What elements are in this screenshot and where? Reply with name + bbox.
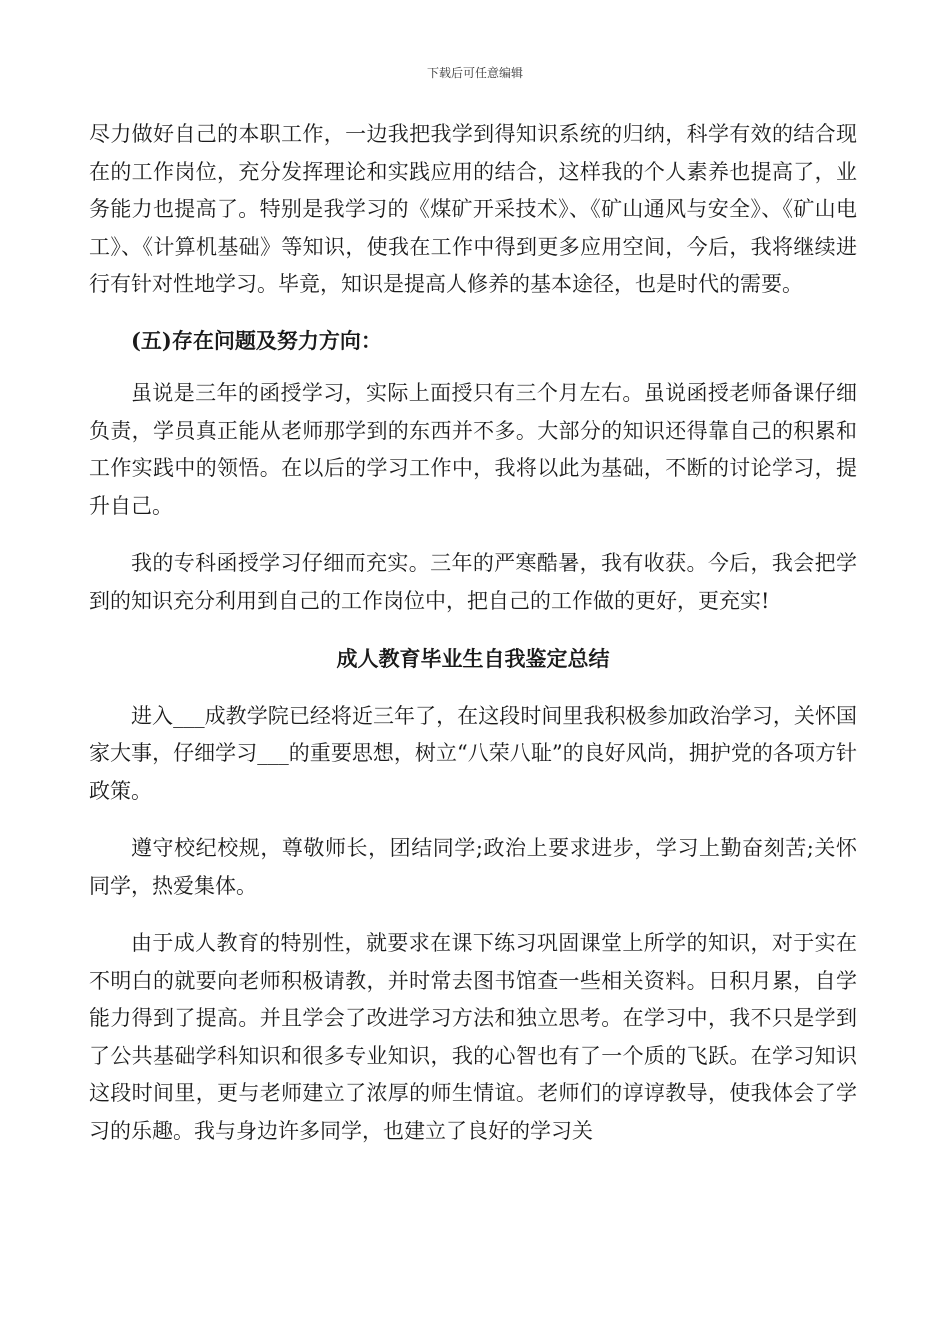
paragraph-correspondence-study: 虽说是三年的函授学习，实际上面授只有三个月左右。虽说函授老师备课仔细负责，学员真正能从老师那学到的东西并不多。大部分的知识还得靠自己的积累和工作实践中的领悟。在以后的学习工作中，我将以此为基础，不断的讨论学习，提升自己。 — [89, 381, 857, 518]
document-body — [89, 116, 857, 1150]
heading-problems-and-direction: (五)存在问题及努力方向： — [131, 327, 382, 353]
paragraph-discipline: 遵守校纪校规，尊敬师长，团结同学;政治上要求进步，学习上勤奋刻苦;关怀同学，热爱集体。 — [89, 836, 857, 898]
paragraph-political-study: 进入___成教学院已经将近三年了，在这段时间里我积极参加政治学习，关怀国家大事，仔细学习___的重要思想，树立“八荣八耻”的良好风尚，拥护党的各项方针政策。 — [89, 703, 857, 803]
paragraph-study-summary: 我的专科函授学习仔细而充实。三年的严寒酷暑，我有收获。今后，我会把学到的知识充分利用到自己的工作岗位中，把自己的工作做的更好，更充实! — [89, 551, 857, 613]
page-header-note: 下载后可任意编辑 — [426, 66, 523, 80]
paragraph-work-application: 尽力做好自己的本职工作，一边我把我学到得知识系统的归纳，科学有效的结合现在的工作岗位，充分发挥理论和实践应用的结合，这样我的个人素养也提高了，业务能力也提高了。特别是我学习的《煤矿开采技术》、《矿山通风与安全》、《矿山电工》、《计算机基础》等知识，使我在工作中得到更多应用空间，今后，我将继续进行有针对性地学习。毕竟，知识是提高人修养的基本途径，也是时代的需要。 — [89, 122, 857, 296]
paragraph-self-study: 由于成人教育的特别性，就要求在课下练习巩固课堂上所学的知识，对于实在不明白的就要向老师积极请教，并时常去图书馆查一些相关资料。日积月累，自学能力得到了提高。并且学会了改进学习方法和独立思考。在学习中，我不只是学到了公共基础学科知识和很多专业知识，我的心智也有了一个质的飞跃。在学习知识这段时间里，更与老师建立了浓厚的师生情谊。老师们的谆谆教导，使我体会了学习的乐趣。我与身边许多同学，也建立了良好的学习关 — [89, 931, 857, 1143]
section-title: 成人教育毕业生自我鉴定总结 — [336, 646, 610, 671]
